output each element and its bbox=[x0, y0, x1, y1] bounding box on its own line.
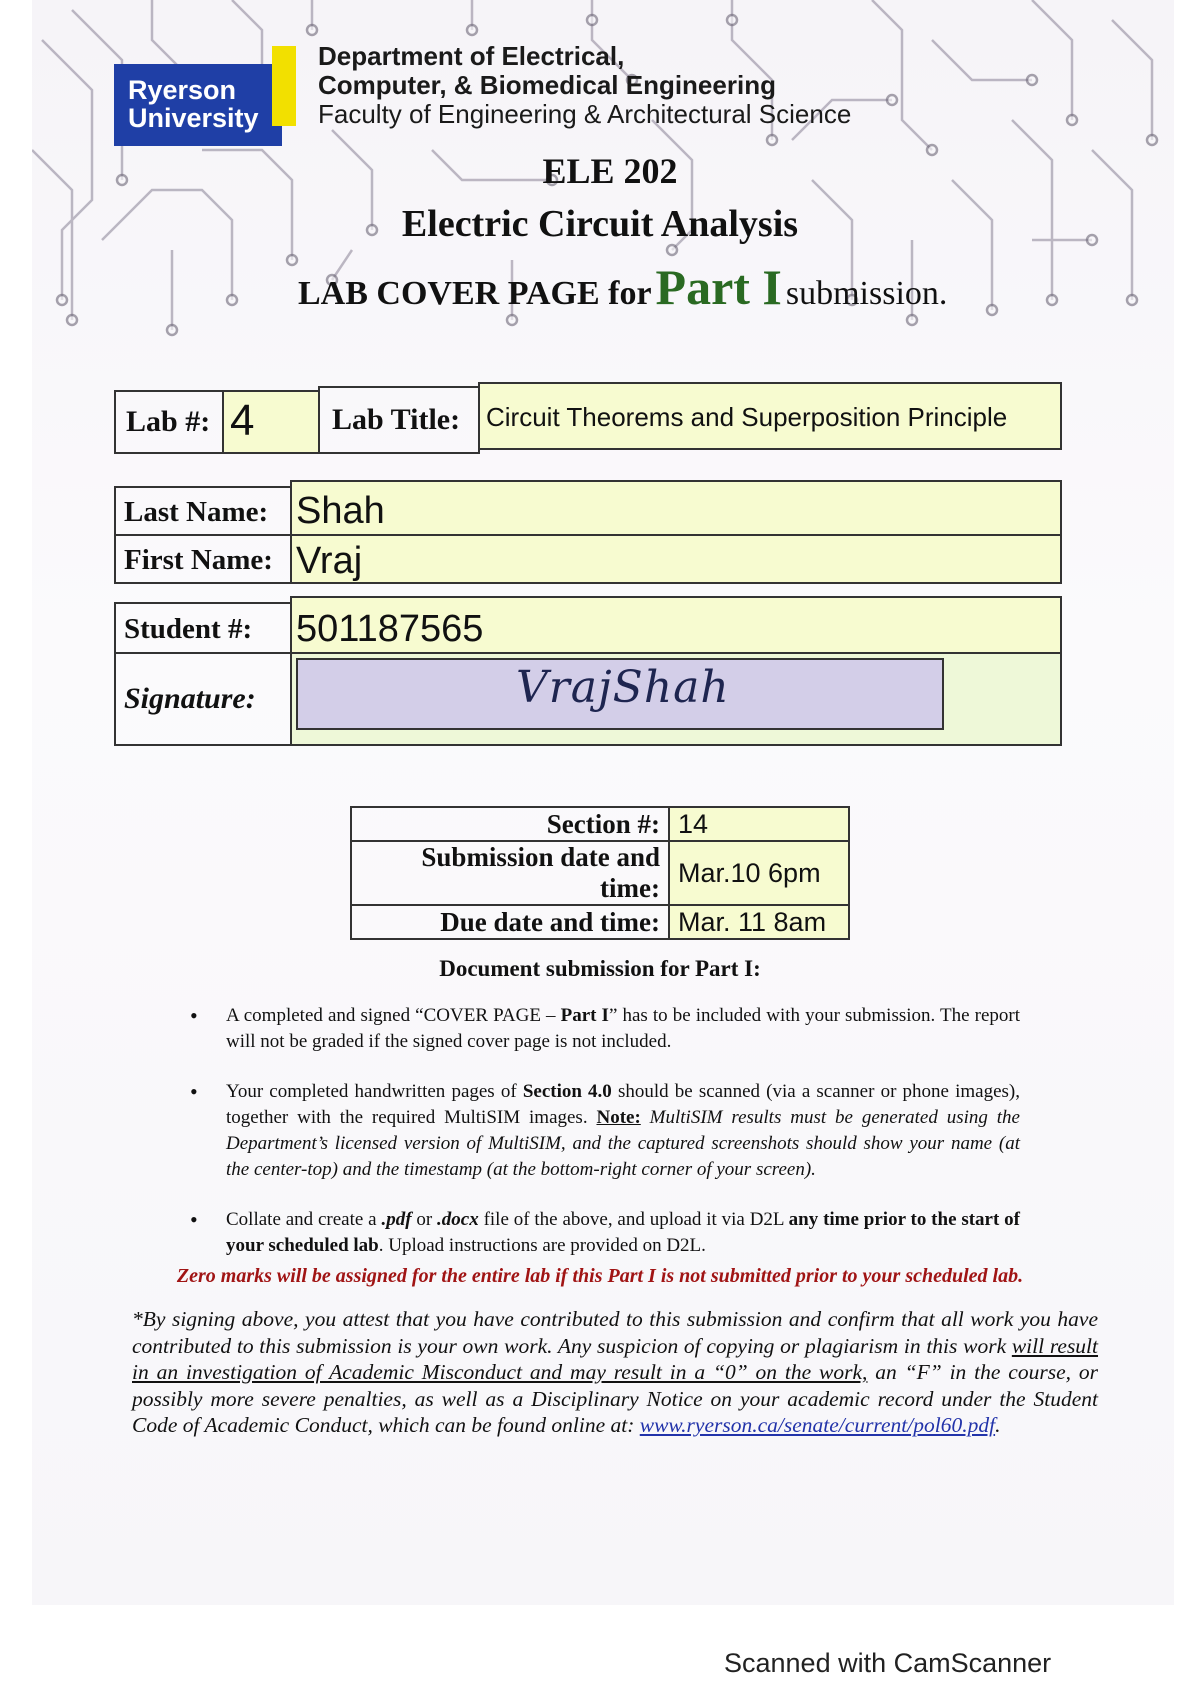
department-name-line1: Department of Electrical, bbox=[318, 41, 625, 71]
instruction-text: Collate and create a bbox=[226, 1209, 382, 1230]
table-row bbox=[351, 905, 849, 939]
lab-number-label-cell bbox=[114, 390, 224, 454]
course-name: Electric Circuit Analysis bbox=[401, 203, 799, 245]
signature-field[interactable] bbox=[296, 658, 944, 730]
instruction-text: or bbox=[411, 1209, 438, 1230]
due-date-field[interactable]: Mar. 11 8am bbox=[669, 905, 849, 939]
student-number-field[interactable] bbox=[290, 596, 1062, 654]
signature-handwriting: VrajShah bbox=[516, 662, 730, 713]
student-number-label-cell bbox=[114, 602, 292, 654]
instruction-text: file of the above, and upload it via D2L bbox=[478, 1209, 789, 1230]
instruction-note-label: Note: bbox=[596, 1107, 641, 1128]
instruction-italic: MultiSIM results must be generated using the Department’s licensed version of MultiSIM, and the captured screenshots should show your name (at the center-top) and the timestamp (at the bottom-right corner of your screen). bbox=[226, 1107, 1020, 1180]
last-name-field[interactable] bbox=[290, 480, 1062, 536]
attestation-text: an “F” in the course, or possibly more severe penalties, as well as a Disciplinary Notice on your academic record under the Student Code of Academic Conduct, which can be found online at: bbox=[132, 1360, 1098, 1437]
instruction-text: . Upload instructions are provided on D2L. bbox=[378, 1235, 706, 1256]
zero-marks-warning: Zero marks will be assigned for the entire lab if this Part I is not submitted prior to your scheduled lab. bbox=[176, 1265, 1024, 1287]
lab-title-field[interactable] bbox=[478, 382, 1062, 450]
list-item bbox=[190, 1207, 1020, 1259]
department-name-line2: Computer, & Biomedical Engineering bbox=[318, 70, 776, 100]
policy-link[interactable]: www.ryerson.ca/senate/current/pol60.pdf bbox=[639, 1413, 996, 1437]
cover-title-suffix: submission. bbox=[785, 275, 948, 312]
lab-number-label: Lab #: bbox=[126, 405, 211, 438]
signature-cell bbox=[290, 652, 1062, 746]
instruction-bold: Part I bbox=[560, 1005, 609, 1026]
section-field[interactable]: 14 bbox=[669, 807, 849, 841]
lab-title-value: Circuit Theorems and Superposition Principle bbox=[486, 402, 1008, 432]
list-item bbox=[190, 1003, 1020, 1055]
signature-label-cell bbox=[114, 652, 292, 746]
first-name-label-cell bbox=[114, 534, 292, 584]
first-name-field[interactable] bbox=[290, 534, 1062, 584]
lab-title-label-cell bbox=[318, 386, 480, 454]
submission-date-label: Submission date and time: bbox=[351, 841, 669, 905]
course-code: ELE 202 bbox=[542, 151, 678, 191]
instruction-text: A completed and signed “COVER PAGE – bbox=[226, 1005, 561, 1026]
due-date-label: Due date and time: bbox=[351, 905, 669, 939]
lab-number-field[interactable] bbox=[222, 390, 320, 454]
instruction-italic: .pdf bbox=[381, 1209, 412, 1230]
department-block bbox=[318, 42, 851, 129]
last-name-value: Shah bbox=[296, 490, 385, 532]
list-item bbox=[190, 1079, 1020, 1183]
instruction-text: ” has to be included with your submission. The report will not be graded if the signed cover page is not included. bbox=[226, 1005, 1020, 1052]
cover-title-prefix: LAB COVER PAGE for bbox=[298, 275, 652, 312]
faculty-name: Faculty of Engineering & Architectural Science bbox=[318, 99, 852, 129]
attestation-text: . bbox=[995, 1413, 1001, 1437]
lab-number-value: 4 bbox=[230, 396, 255, 445]
last-name-label: Last Name: bbox=[124, 496, 269, 528]
instruction-bold: any time prior to the start of your scheduled lab bbox=[226, 1209, 1020, 1256]
first-name-label: First Name: bbox=[124, 544, 273, 576]
instruction-text: should be scanned (via a scanner or phone images), together with the required MultiSIM images. bbox=[226, 1081, 1020, 1128]
attestation-underlined: will result in an investigation of Academic Misconduct and may result in a “0” on the work, bbox=[132, 1333, 1099, 1384]
first-name-value: Vraj bbox=[296, 540, 363, 582]
university-logo bbox=[114, 64, 282, 146]
attestation-text: *By signing above, you attest that you have contributed to this submission and confirm that all work you have contributed to this submission is your own work. Any suspicion of copying or plagiarism in this work bbox=[132, 1307, 1098, 1358]
student-number-value: 501187565 bbox=[296, 608, 484, 650]
student-number-label: Student #: bbox=[124, 613, 253, 645]
logo-text: Ryerson University bbox=[128, 75, 259, 133]
cover-page-title bbox=[298, 258, 947, 316]
signature-label: Signature: bbox=[124, 682, 256, 715]
instruction-list bbox=[190, 1003, 1020, 1275]
instruction-bold: Section 4.0 bbox=[522, 1081, 612, 1102]
last-name-label-cell bbox=[114, 486, 292, 536]
table-row bbox=[351, 841, 849, 905]
lab-title-label: Lab Title: bbox=[332, 403, 461, 436]
submission-instructions-heading: Document submission for Part I: bbox=[439, 956, 761, 981]
table-row bbox=[351, 807, 849, 841]
cover-title-part: Part I bbox=[655, 259, 782, 315]
instruction-text: Your completed handwritten pages of bbox=[226, 1081, 523, 1102]
scanner-watermark: Scanned with CamScanner bbox=[724, 1648, 1052, 1678]
section-label: Section #: bbox=[351, 807, 669, 841]
submission-date-field[interactable]: Mar.10 6pm bbox=[669, 841, 849, 905]
submission-info-table bbox=[350, 806, 850, 940]
logo-yellow-bar bbox=[272, 46, 296, 126]
instruction-italic: .docx bbox=[437, 1209, 479, 1230]
attestation-statement bbox=[132, 1306, 1098, 1439]
